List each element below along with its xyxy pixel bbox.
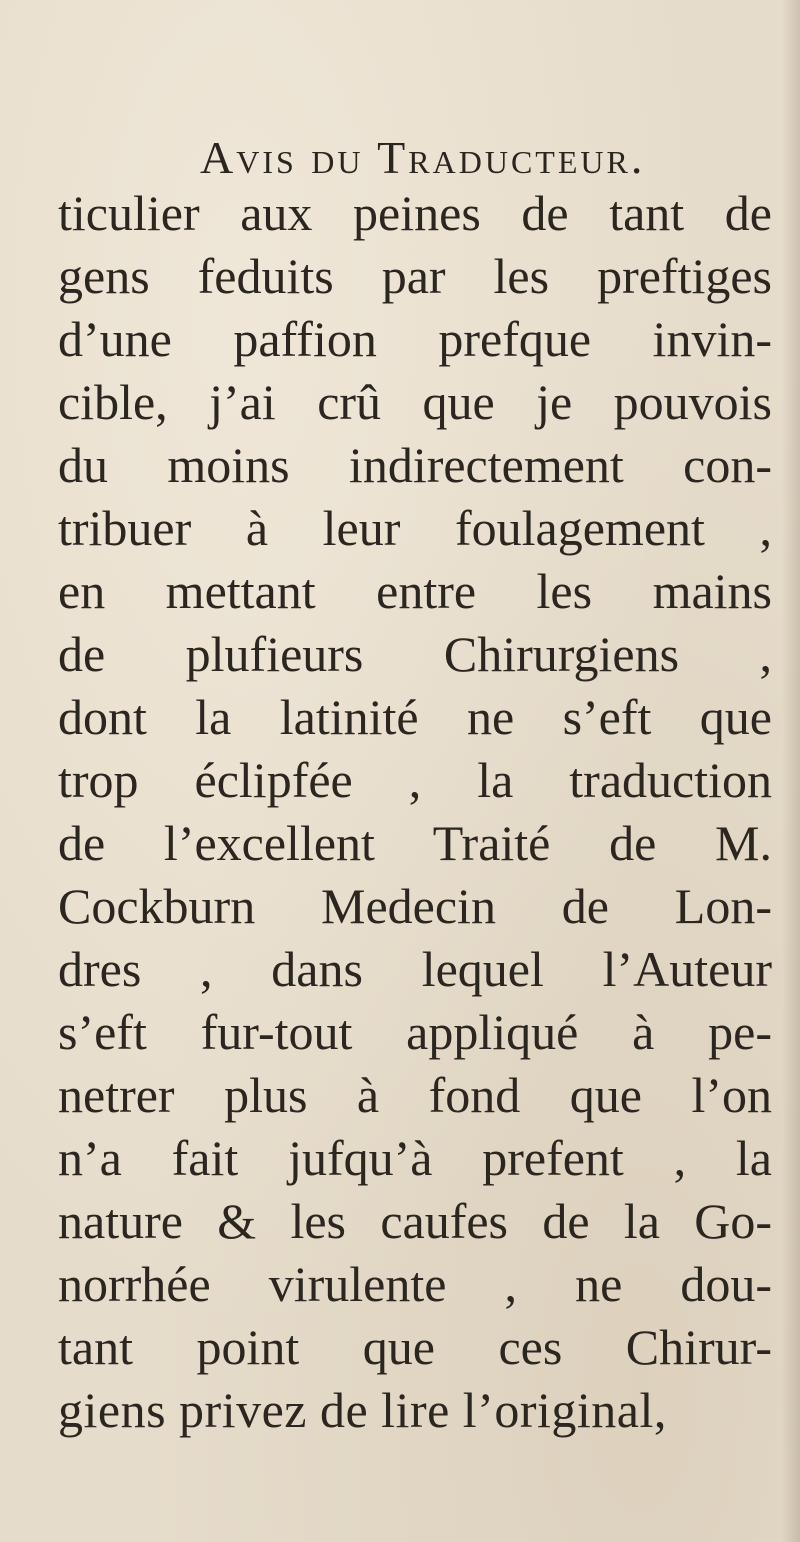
text-line: cible, j’ai crû que je pouvois (58, 374, 772, 430)
text-line: d’une paffion prefque invin- (58, 311, 772, 367)
page-fold-shadow (782, 0, 800, 1542)
text-line: ticulier aux peines de tant de (58, 185, 772, 241)
text-line: tant point que ces Chirur- (58, 1319, 772, 1375)
body-text (58, 182, 772, 1442)
text-line: giens privez de lire l’original, (58, 1382, 667, 1438)
text-line: dont la latinité ne s’eft que (58, 689, 772, 745)
text-line: norrhée virulente , ne dou- (58, 1256, 772, 1312)
text-line: gens feduits par les preftiges (58, 248, 772, 304)
text-line: n’a fait jufqu’à prefent , la (58, 1130, 772, 1186)
text-line: de plufieurs Chirurgiens , (58, 626, 772, 682)
text-line: dres , dans lequel l’Auteur (58, 941, 772, 997)
text-line: trop éclipfée , la traduction (58, 752, 772, 808)
text-line: de l’excellent Traité de M. (58, 815, 772, 871)
text-line: s’eft fur-tout appliqué à pe- (58, 1004, 772, 1060)
text-line: netrer plus à fond que l’on (58, 1067, 772, 1123)
text-line: nature & les caufes de la Go- (58, 1193, 772, 1249)
text-line: Cockburn Medecin de Lon- (58, 878, 772, 934)
text-line: du moins indirectement con- (58, 437, 772, 493)
text-line: en mettant entre les mains (58, 563, 772, 619)
running-head: Avis du Traducteur. (200, 132, 646, 183)
text-line: tribuer à leur foulagement , (58, 500, 772, 556)
